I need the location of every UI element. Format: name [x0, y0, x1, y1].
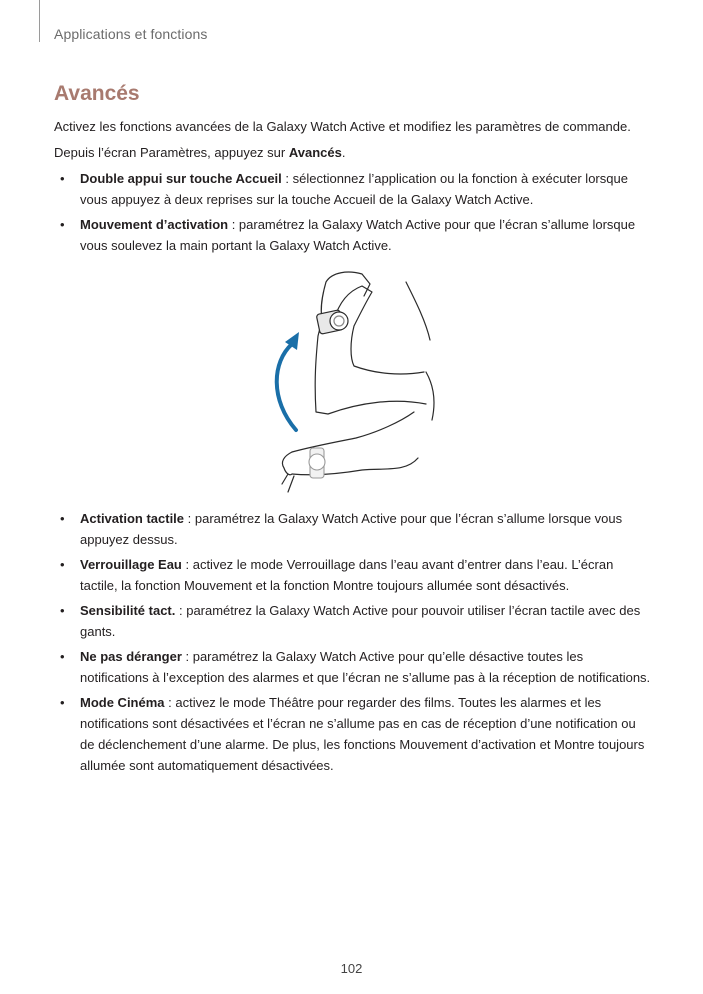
bullet-list-bottom	[54, 508, 652, 780]
lowered-hand-outline	[282, 452, 292, 475]
bullet-term: Activation tactile	[80, 511, 185, 526]
bullet-item	[54, 646, 652, 688]
bullet-term: Sensibilité tact.	[80, 603, 176, 618]
page-margin-rule	[39, 0, 40, 42]
bullet-term: Verrouillage Eau	[80, 557, 182, 572]
upward-motion-arrow	[277, 344, 296, 430]
instruction-prefix: Depuis l’écran Paramètres, appuyez sur	[54, 145, 289, 160]
section-title: Avancés	[54, 82, 140, 105]
bullet-term: Ne pas déranger	[80, 649, 182, 664]
wrist-raise-illustration	[266, 262, 442, 494]
raised-fist-outline	[326, 272, 370, 296]
bullet-text: : activez le mode Théâtre pour regarder des films. Toutes les alarmes et les notifications sont désactivées et l’écran ne s’allume pas en cas de réception d’une notification ou de déclenchement d’une alarme. De plus, les fonctions Mouvement d’activation et Montre toujours allumée sont automatiquement désactivées.	[80, 695, 645, 773]
bullet-text: : sélectionnez l’application ou la fonction à exécuter lorsque vous appuyez à deux reprises sur la touche Accueil de la Galaxy Watch Active.	[80, 171, 628, 207]
bullet-list-top	[54, 168, 652, 260]
running-header: Applications et fonctions	[54, 26, 208, 42]
bullet-item	[54, 168, 652, 210]
bullet-item	[54, 600, 652, 642]
intro-paragraph: Activez les fonctions avancées de la Galaxy Watch Active et modifiez les paramètres de commande.	[54, 119, 631, 134]
watch-lowered-icon	[309, 448, 325, 478]
watch-raised-icon	[316, 310, 348, 335]
bullet-item	[54, 214, 652, 256]
bullet-text: : paramétrez la Galaxy Watch Active pour que l’écran s’allume lorsque vous appuyez dessus.	[80, 511, 623, 547]
shoulder-line	[426, 372, 434, 420]
instruction-bold: Avancés	[288, 145, 342, 160]
bullet-marker: •	[60, 217, 65, 232]
bullet-text: : paramétrez la Galaxy Watch Active pour pouvoir utiliser l’écran tactile avec des gants.	[80, 603, 641, 639]
lowered-fingers	[282, 474, 294, 492]
instruction-paragraph	[54, 143, 345, 163]
page-number: 102	[340, 961, 363, 976]
bullet-marker: •	[60, 695, 65, 710]
instruction-suffix: .	[341, 145, 346, 160]
bullet-marker: •	[60, 649, 65, 664]
lowered-arm-upper-outline	[292, 412, 414, 452]
bullet-marker: •	[60, 603, 65, 618]
bullet-term: Mouvement d’activation	[80, 217, 229, 232]
raised-arm-back-outline	[334, 286, 424, 374]
bullet-marker: •	[60, 557, 65, 572]
bullet-item	[54, 692, 652, 776]
bullet-term: Double appui sur touche Accueil	[80, 171, 282, 186]
raised-forearm-outline	[315, 282, 426, 414]
bullet-marker: •	[60, 171, 65, 186]
bullet-text: : activez le mode Verrouillage dans l’eau avant d’entrer dans l’eau. L’écran tactile, la fonction Mouvement et la fonction Montre toujours allumée sont désactivés.	[80, 557, 614, 593]
upper-body-line	[406, 282, 430, 340]
bullet-marker: •	[60, 511, 65, 526]
bullet-term: Mode Cinéma	[80, 695, 165, 710]
bullet-item	[54, 554, 652, 596]
bullet-text: : paramétrez la Galaxy Watch Active pour qu’elle désactive toutes les notifications à l’exception des alarmes et que l’écran ne s’allume pas à la réception de notifications.	[80, 649, 651, 685]
bullet-text: : paramétrez la Galaxy Watch Active pour que l’écran s’allume lorsque vous soulevez la main portant la Galaxy Watch Active.	[80, 217, 636, 253]
bullet-item	[54, 508, 652, 550]
